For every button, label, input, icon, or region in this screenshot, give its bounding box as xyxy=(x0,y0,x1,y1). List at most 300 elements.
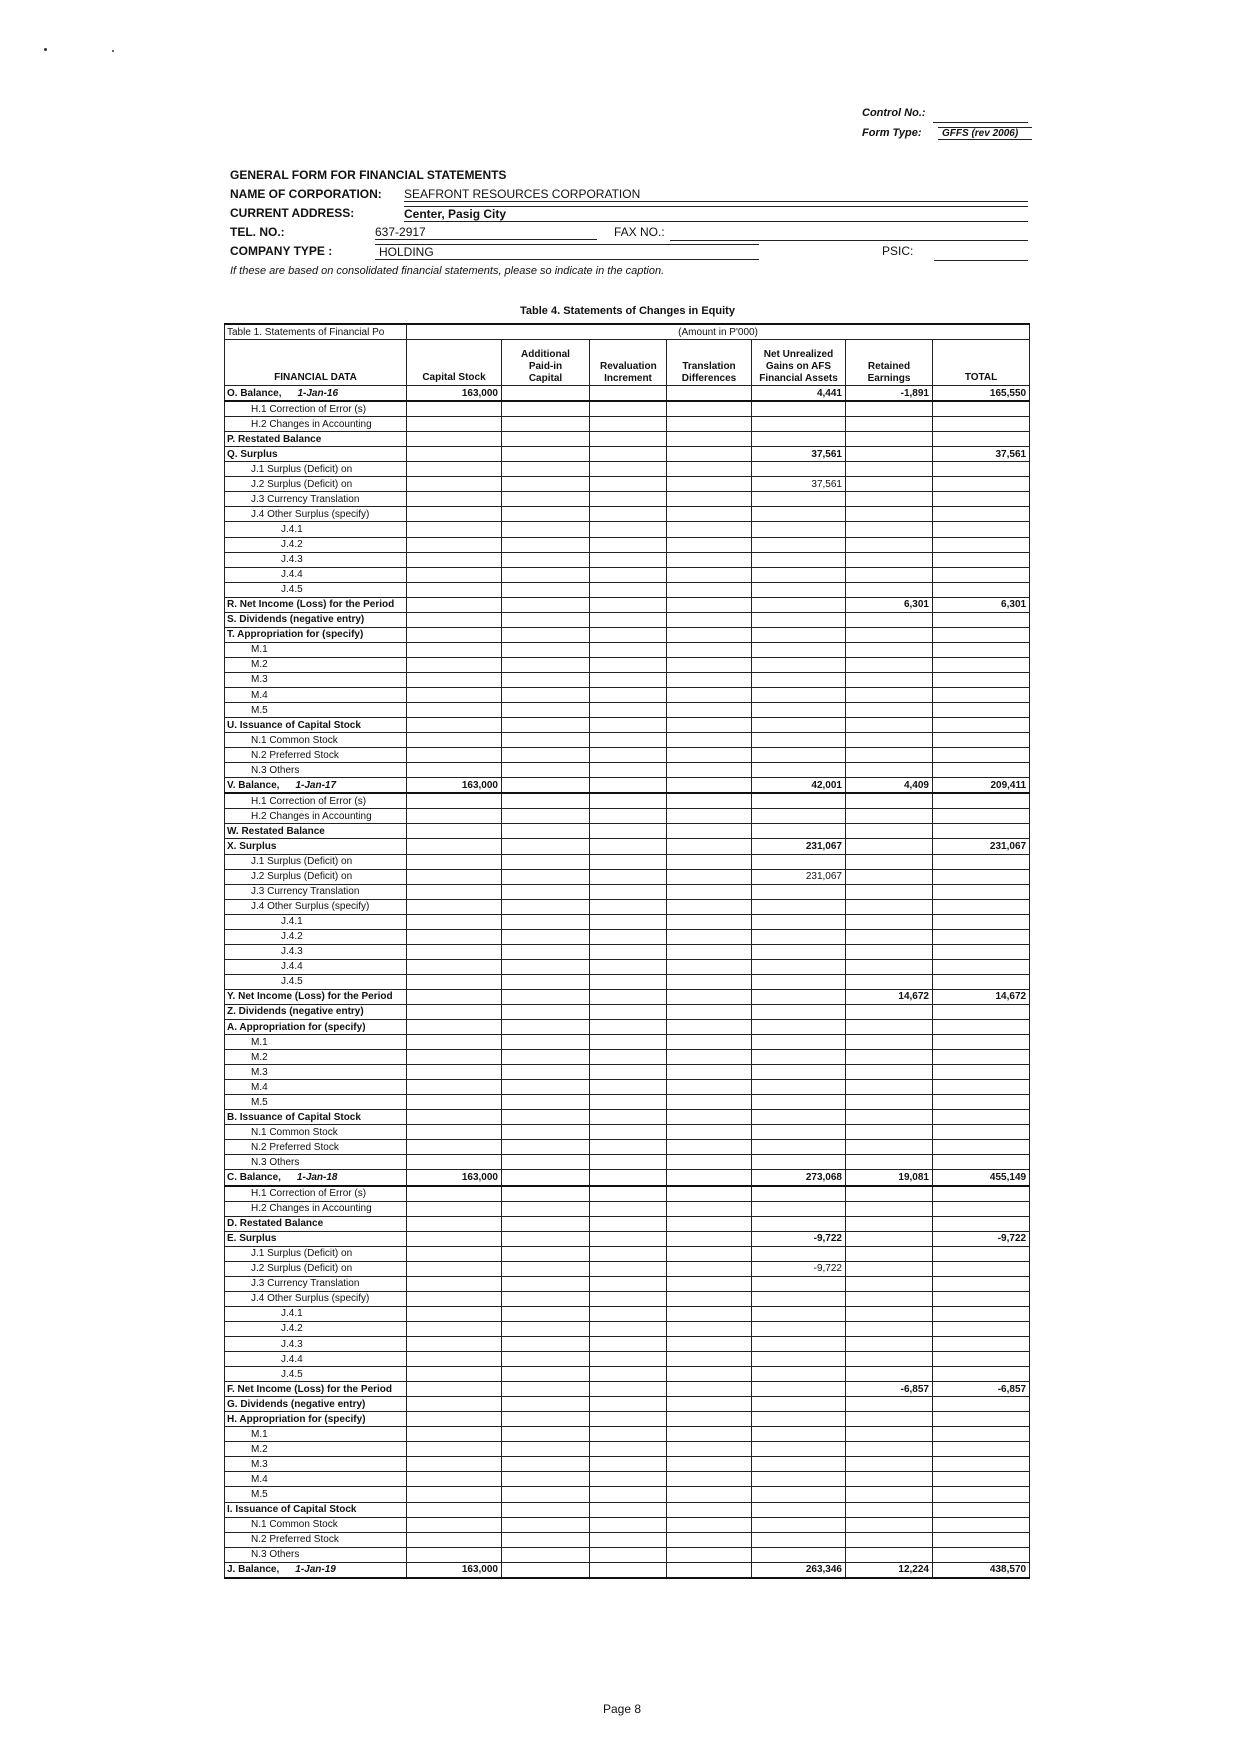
cell-apic xyxy=(502,809,590,824)
cell-reval xyxy=(590,1457,667,1472)
cell-reval xyxy=(590,1367,667,1382)
table-row xyxy=(225,657,1030,672)
cell-total xyxy=(933,1291,1030,1306)
cell-reval xyxy=(590,1562,667,1578)
row-label xyxy=(225,718,407,733)
cell-re xyxy=(846,507,933,522)
col-header: FINANCIAL DATA xyxy=(225,340,407,386)
cell-trans xyxy=(667,824,752,839)
table-row xyxy=(225,1352,1030,1367)
cell-apic xyxy=(502,522,590,537)
cell-re xyxy=(846,793,933,809)
cell-apic xyxy=(502,1261,590,1276)
cell-trans xyxy=(667,1427,752,1442)
cell-re xyxy=(846,1216,933,1231)
cell-apic xyxy=(502,567,590,582)
amount-note: (Amount in P'000) xyxy=(407,324,1030,340)
cell-cap xyxy=(407,1291,502,1306)
table-row xyxy=(225,1532,1030,1547)
cell-afs xyxy=(752,703,846,718)
cell-total xyxy=(933,1155,1030,1170)
row-label xyxy=(225,1321,407,1336)
cell-cap xyxy=(407,1110,502,1125)
cell-re xyxy=(846,929,933,944)
cell-apic xyxy=(502,1065,590,1080)
row-label xyxy=(225,1337,407,1352)
cell-afs xyxy=(752,1502,846,1517)
cell-total xyxy=(933,1427,1030,1442)
row-label xyxy=(225,1170,407,1186)
table-row xyxy=(225,718,1030,733)
row-label-text: M.5 xyxy=(251,1488,268,1500)
row-label xyxy=(225,432,407,447)
cell-apic xyxy=(502,507,590,522)
cell-re xyxy=(846,492,933,507)
cell-apic xyxy=(502,1367,590,1382)
cell-re xyxy=(846,687,933,702)
cell-reval xyxy=(590,1502,667,1517)
row-label-text: J.4.2 xyxy=(281,1323,303,1335)
cell-apic xyxy=(502,477,590,492)
row-label xyxy=(225,1095,407,1110)
cell-trans xyxy=(667,1457,752,1472)
cell-cap xyxy=(407,1050,502,1065)
cell-trans xyxy=(667,552,752,567)
row-label-text: N.3 Others xyxy=(251,1549,300,1561)
cell-apic xyxy=(502,763,590,778)
cell-trans xyxy=(667,1291,752,1306)
cell-cap: 163,000 xyxy=(407,778,502,794)
cell-afs xyxy=(752,1035,846,1050)
row-label xyxy=(225,1472,407,1487)
row-label xyxy=(225,1246,407,1261)
cell-trans xyxy=(667,1155,752,1170)
row-label-text: J.3 Currency Translation xyxy=(251,886,360,898)
cell-trans xyxy=(667,733,752,748)
cell-re xyxy=(846,1186,933,1202)
cell-reval xyxy=(590,1186,667,1202)
cell-reval xyxy=(590,1035,667,1050)
cell-total xyxy=(933,884,1030,899)
row-label xyxy=(225,567,407,582)
cell-apic xyxy=(502,386,590,402)
cell-reval xyxy=(590,899,667,914)
cell-cap xyxy=(407,462,502,477)
cell-trans xyxy=(667,582,752,597)
cell-cap xyxy=(407,1231,502,1246)
cell-afs xyxy=(752,1517,846,1532)
row-label-text: I. Issuance of Capital Stock xyxy=(227,1504,357,1516)
col-header: TOTAL xyxy=(933,340,1030,386)
cell-afs xyxy=(752,884,846,899)
cell-re xyxy=(846,1095,933,1110)
table-row xyxy=(225,386,1030,402)
cell-afs xyxy=(752,1442,846,1457)
row-label-text: J.1 Surplus (Deficit) on xyxy=(251,1248,353,1260)
cell-trans xyxy=(667,748,752,763)
cell-cap xyxy=(407,582,502,597)
row-label xyxy=(225,1397,407,1412)
cell-apic xyxy=(502,492,590,507)
cell-reval xyxy=(590,522,667,537)
row-label xyxy=(225,537,407,552)
row-label-text: J.4.3 xyxy=(281,554,303,566)
cell-cap xyxy=(407,1065,502,1080)
cell-trans xyxy=(667,522,752,537)
cell-trans xyxy=(667,1397,752,1412)
cell-apic xyxy=(502,1020,590,1035)
row-label xyxy=(225,401,407,417)
cell-afs xyxy=(752,1412,846,1427)
cell-apic xyxy=(502,1337,590,1352)
cell-reval xyxy=(590,959,667,974)
row-label xyxy=(225,462,407,477)
cell-reval xyxy=(590,627,667,642)
table-row xyxy=(225,944,1030,959)
cell-re xyxy=(846,642,933,657)
row-label-text: N.1 Common Stock xyxy=(251,734,338,746)
cell-trans xyxy=(667,447,752,462)
cell-trans xyxy=(667,1110,752,1125)
row-label-text: M.4 xyxy=(251,689,268,701)
table-row xyxy=(225,1095,1030,1110)
cell-total xyxy=(933,552,1030,567)
row-label-text: M.5 xyxy=(251,1096,268,1108)
cell-apic xyxy=(502,1547,590,1562)
cell-re xyxy=(846,522,933,537)
row-label-text: J.4.1 xyxy=(281,916,303,928)
row-label-text: J.4.5 xyxy=(281,584,303,596)
row-label-text: J.4.4 xyxy=(281,961,303,973)
table-row xyxy=(225,1397,1030,1412)
cell-cap xyxy=(407,1020,502,1035)
cell-cap xyxy=(407,1035,502,1050)
cell-total xyxy=(933,1050,1030,1065)
cell-trans xyxy=(667,672,752,687)
cell-trans xyxy=(667,869,752,884)
row-label-text: M.2 xyxy=(251,1443,268,1455)
row-label-text: X. Surplus xyxy=(227,840,277,852)
tel-label: TEL. NO.: xyxy=(230,225,285,239)
cell-re xyxy=(846,1276,933,1291)
cell-re xyxy=(846,462,933,477)
row-label-text: J.4.5 xyxy=(281,976,303,988)
cell-afs: 273,068 xyxy=(752,1170,846,1186)
cell-total xyxy=(933,1140,1030,1155)
cell-total xyxy=(933,854,1030,869)
row-label-text: N.3 Others xyxy=(251,764,300,776)
row-label-text: G. Dividends (negative entry) xyxy=(227,1398,366,1410)
cell-trans xyxy=(667,417,752,432)
cell-apic xyxy=(502,1397,590,1412)
cell-total xyxy=(933,492,1030,507)
row-label-text: J.4.2 xyxy=(281,931,303,943)
row-label-text: M.5 xyxy=(251,704,268,716)
cell-re xyxy=(846,748,933,763)
cell-total xyxy=(933,1321,1030,1336)
row-label-text: N.1 Common Stock xyxy=(251,1519,338,1531)
row-date: 1-Jan-17 xyxy=(295,779,337,791)
cell-trans xyxy=(667,432,752,447)
cell-apic xyxy=(502,627,590,642)
cell-reval xyxy=(590,1487,667,1502)
row-label xyxy=(225,1020,407,1035)
row-label xyxy=(225,959,407,974)
cell-cap xyxy=(407,854,502,869)
cell-reval xyxy=(590,642,667,657)
cell-re xyxy=(846,552,933,567)
address-value: Center, Pasig City xyxy=(404,206,1028,222)
cell-total xyxy=(933,869,1030,884)
row-label-text: H.1 Correction of Error (s) xyxy=(251,795,367,807)
cell-re xyxy=(846,1110,933,1125)
cell-reval xyxy=(590,1382,667,1397)
cell-cap xyxy=(407,899,502,914)
cell-total: 231,067 xyxy=(933,839,1030,854)
table-row xyxy=(225,1412,1030,1427)
cell-total xyxy=(933,1110,1030,1125)
cell-apic xyxy=(502,1352,590,1367)
cell-trans xyxy=(667,1246,752,1261)
cell-re xyxy=(846,612,933,627)
cell-total xyxy=(933,899,1030,914)
cell-trans xyxy=(667,386,752,402)
cell-trans xyxy=(667,1367,752,1382)
cell-re xyxy=(846,1321,933,1336)
cell-reval xyxy=(590,1261,667,1276)
row-label-text: M.3 xyxy=(251,1066,268,1078)
row-label xyxy=(225,914,407,929)
cell-afs xyxy=(752,1020,846,1035)
cell-afs: 4,441 xyxy=(752,386,846,402)
col-header: Capital Stock xyxy=(407,340,502,386)
row-label-text: N.2 Preferred Stock xyxy=(251,1141,339,1153)
cell-reval xyxy=(590,748,667,763)
cell-cap xyxy=(407,1532,502,1547)
row-label xyxy=(225,974,407,989)
cell-cap xyxy=(407,1442,502,1457)
row-label xyxy=(225,944,407,959)
cell-total: 37,561 xyxy=(933,447,1030,462)
cell-cap xyxy=(407,1487,502,1502)
cell-apic xyxy=(502,989,590,1004)
table-row xyxy=(225,1457,1030,1472)
cell-trans xyxy=(667,1186,752,1202)
cell-apic xyxy=(502,657,590,672)
cell-reval xyxy=(590,401,667,417)
row-label-text: B. Issuance of Capital Stock xyxy=(227,1111,361,1123)
cell-apic xyxy=(502,582,590,597)
cell-total: 14,672 xyxy=(933,989,1030,1004)
cell-apic xyxy=(502,748,590,763)
table-row xyxy=(225,1291,1030,1306)
cell-total xyxy=(933,1367,1030,1382)
cell-reval xyxy=(590,1110,667,1125)
row-label-text: J.3 Currency Translation xyxy=(251,493,360,505)
cell-reval xyxy=(590,1201,667,1216)
cell-afs xyxy=(752,854,846,869)
cell-afs xyxy=(752,959,846,974)
row-label-text: Q. Surplus xyxy=(227,448,278,460)
row-label-text: M.4 xyxy=(251,1081,268,1093)
cell-total xyxy=(933,763,1030,778)
table-row xyxy=(225,1367,1030,1382)
cell-apic xyxy=(502,672,590,687)
row-label xyxy=(225,687,407,702)
row-label xyxy=(225,1502,407,1517)
cell-reval xyxy=(590,793,667,809)
row-label xyxy=(225,1532,407,1547)
row-label-text: J.3 Currency Translation xyxy=(251,1278,360,1290)
cell-trans xyxy=(667,1487,752,1502)
cell-re xyxy=(846,401,933,417)
cell-total xyxy=(933,959,1030,974)
cell-trans xyxy=(667,1321,752,1336)
cell-trans xyxy=(667,462,752,477)
cell-reval xyxy=(590,914,667,929)
cell-cap xyxy=(407,809,502,824)
row-label xyxy=(225,989,407,1004)
table-row xyxy=(225,733,1030,748)
cell-trans xyxy=(667,1532,752,1547)
cell-apic xyxy=(502,703,590,718)
cell-apic xyxy=(502,1291,590,1306)
cell-total xyxy=(933,642,1030,657)
tel-value: 637-2917 xyxy=(375,225,597,240)
cell-apic xyxy=(502,401,590,417)
table-row xyxy=(225,974,1030,989)
cell-cap xyxy=(407,974,502,989)
cell-apic xyxy=(502,642,590,657)
row-label xyxy=(225,899,407,914)
row-label xyxy=(225,869,407,884)
cell-reval xyxy=(590,386,667,402)
table-row xyxy=(225,1246,1030,1261)
cell-reval xyxy=(590,1095,667,1110)
row-label-text: Z. Dividends (negative entry) xyxy=(227,1006,364,1018)
table-row xyxy=(225,1547,1030,1562)
cell-reval xyxy=(590,1140,667,1155)
control-no-line xyxy=(933,122,1028,123)
cell-cap xyxy=(407,642,502,657)
cell-total: -6,857 xyxy=(933,1382,1030,1397)
row-label-text: J.2 Surplus (Deficit) on xyxy=(251,478,353,490)
cell-cap xyxy=(407,1502,502,1517)
row-label-text: S. Dividends (negative entry) xyxy=(227,614,365,626)
cell-afs xyxy=(752,687,846,702)
cell-apic xyxy=(502,1170,590,1186)
table-row xyxy=(225,672,1030,687)
cell-total xyxy=(933,522,1030,537)
row-label-text: M.1 xyxy=(251,1036,268,1048)
cell-afs xyxy=(752,1487,846,1502)
cell-apic xyxy=(502,1216,590,1231)
cell-reval xyxy=(590,1517,667,1532)
row-label xyxy=(225,1562,407,1578)
table-row xyxy=(225,929,1030,944)
cell-apic xyxy=(502,974,590,989)
cell-re xyxy=(846,1231,933,1246)
cell-trans xyxy=(667,929,752,944)
cell-reval xyxy=(590,1532,667,1547)
row-label-text: J.1 Surplus (Deficit) on xyxy=(251,856,353,868)
row-label xyxy=(225,1442,407,1457)
cell-apic xyxy=(502,687,590,702)
row-label-text: J.2 Surplus (Deficit) on xyxy=(251,1263,353,1275)
cell-re xyxy=(846,1246,933,1261)
cell-cap xyxy=(407,1276,502,1291)
table-row xyxy=(225,1276,1030,1291)
cell-afs xyxy=(752,1155,846,1170)
cell-apic xyxy=(502,1487,590,1502)
row-label-text: M.1 xyxy=(251,1428,268,1440)
cell-afs xyxy=(752,914,846,929)
table-row xyxy=(225,1562,1030,1578)
cell-re: -1,891 xyxy=(846,386,933,402)
cell-apic xyxy=(502,1155,590,1170)
row-label xyxy=(225,1306,407,1321)
cell-re xyxy=(846,447,933,462)
cell-re xyxy=(846,1155,933,1170)
row-label xyxy=(225,1547,407,1562)
cell-afs xyxy=(752,1532,846,1547)
cell-total xyxy=(933,1487,1030,1502)
table-row xyxy=(225,748,1030,763)
row-label xyxy=(225,1382,407,1397)
cell-total xyxy=(933,1125,1030,1140)
cell-re: -6,857 xyxy=(846,1382,933,1397)
row-label xyxy=(225,763,407,778)
cell-reval xyxy=(590,989,667,1004)
cell-total xyxy=(933,1004,1030,1019)
cell-afs: -9,722 xyxy=(752,1261,846,1276)
cell-total xyxy=(933,1261,1030,1276)
cell-trans xyxy=(667,687,752,702)
row-label-text: F. Net Income (Loss) for the Period xyxy=(227,1383,393,1395)
cell-reval xyxy=(590,733,667,748)
cell-cap xyxy=(407,1337,502,1352)
cell-reval xyxy=(590,1397,667,1412)
cell-re: 12,224 xyxy=(846,1562,933,1578)
cell-afs xyxy=(752,1050,846,1065)
company-type-value: HOLDING xyxy=(375,244,759,260)
cell-cap xyxy=(407,1472,502,1487)
row-label xyxy=(225,824,407,839)
cell-reval xyxy=(590,687,667,702)
row-label-text: H.2 Changes in Accounting xyxy=(251,1203,372,1215)
cell-total xyxy=(933,1035,1030,1050)
cell-trans xyxy=(667,1231,752,1246)
row-label-text: J.4 Other Surplus (specify) xyxy=(251,901,370,913)
cell-cap xyxy=(407,793,502,809)
row-label-text: C. Balance, xyxy=(227,1172,281,1183)
cell-apic xyxy=(502,854,590,869)
cell-reval xyxy=(590,1276,667,1291)
table-row xyxy=(225,1337,1030,1352)
table-row xyxy=(225,1170,1030,1186)
row-label-text: H.2 Changes in Accounting xyxy=(251,810,372,822)
cell-reval xyxy=(590,552,667,567)
cell-trans xyxy=(667,1216,752,1231)
row-label-text: J.4.4 xyxy=(281,569,303,581)
cell-re xyxy=(846,672,933,687)
cell-re xyxy=(846,884,933,899)
row-label xyxy=(225,809,407,824)
cell-re xyxy=(846,1140,933,1155)
table-row xyxy=(225,1487,1030,1502)
cell-afs xyxy=(752,432,846,447)
cell-cap xyxy=(407,1517,502,1532)
